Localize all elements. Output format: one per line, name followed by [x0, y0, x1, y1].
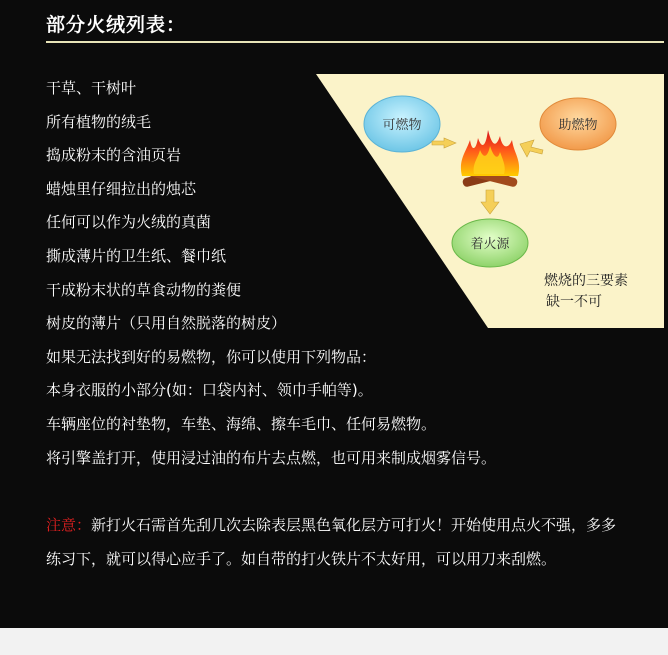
warning-note [46, 508, 626, 576]
list-item: 蜡烛里仔细拉出的烛芯 [46, 179, 197, 198]
oxidizer-label: 助燃物 [558, 118, 598, 133]
list-item: 树皮的薄片（只用自然脱落的树皮） [46, 314, 287, 333]
list-item: 将引擎盖打开，使用浸过油的布片去点燃，也可用来制成烟雾信号。 [46, 448, 497, 467]
section-title: 部分火绒列表： [46, 14, 187, 36]
list-item: 捣成粉末的含油页岩 [46, 146, 182, 165]
list-item: 干草、干树叶 [46, 79, 137, 97]
list-item: 车辆座位的衬垫物，车垫、海绵、擦车毛巾、任何易燃物。 [46, 414, 437, 433]
warning-text: 新打火石需首先刮几次去除表层黑色氧化层方可打火！开始使用点火不强，多多练习下，就可以得心应手了。如自带的打火铁片不太好用，可以用刀来刮燃。 [46, 516, 617, 568]
list-item: 撕成薄片的卫生纸、餐巾纸 [46, 246, 227, 265]
list-item: 所有植物的绒毛 [46, 112, 152, 131]
diagram-caption-line2: 缺一不可 [546, 294, 602, 310]
list-item: 本身衣服的小部分(如：口袋内衬、领巾手帕等)。 [46, 381, 373, 400]
list-item: 如果无法找到好的易燃物，你可以使用下列物品： [46, 347, 377, 366]
diagram-caption-line1: 燃烧的三要素 [544, 273, 628, 289]
warning-label: 注意： [46, 516, 92, 534]
combustible-label: 可燃物 [382, 118, 422, 133]
list-item: 任何可以作为火绒的真菌 [46, 213, 212, 232]
ignition-label: 着火源 [470, 237, 510, 252]
list-item: 干成粉末状的草食动物的粪便 [46, 280, 242, 299]
